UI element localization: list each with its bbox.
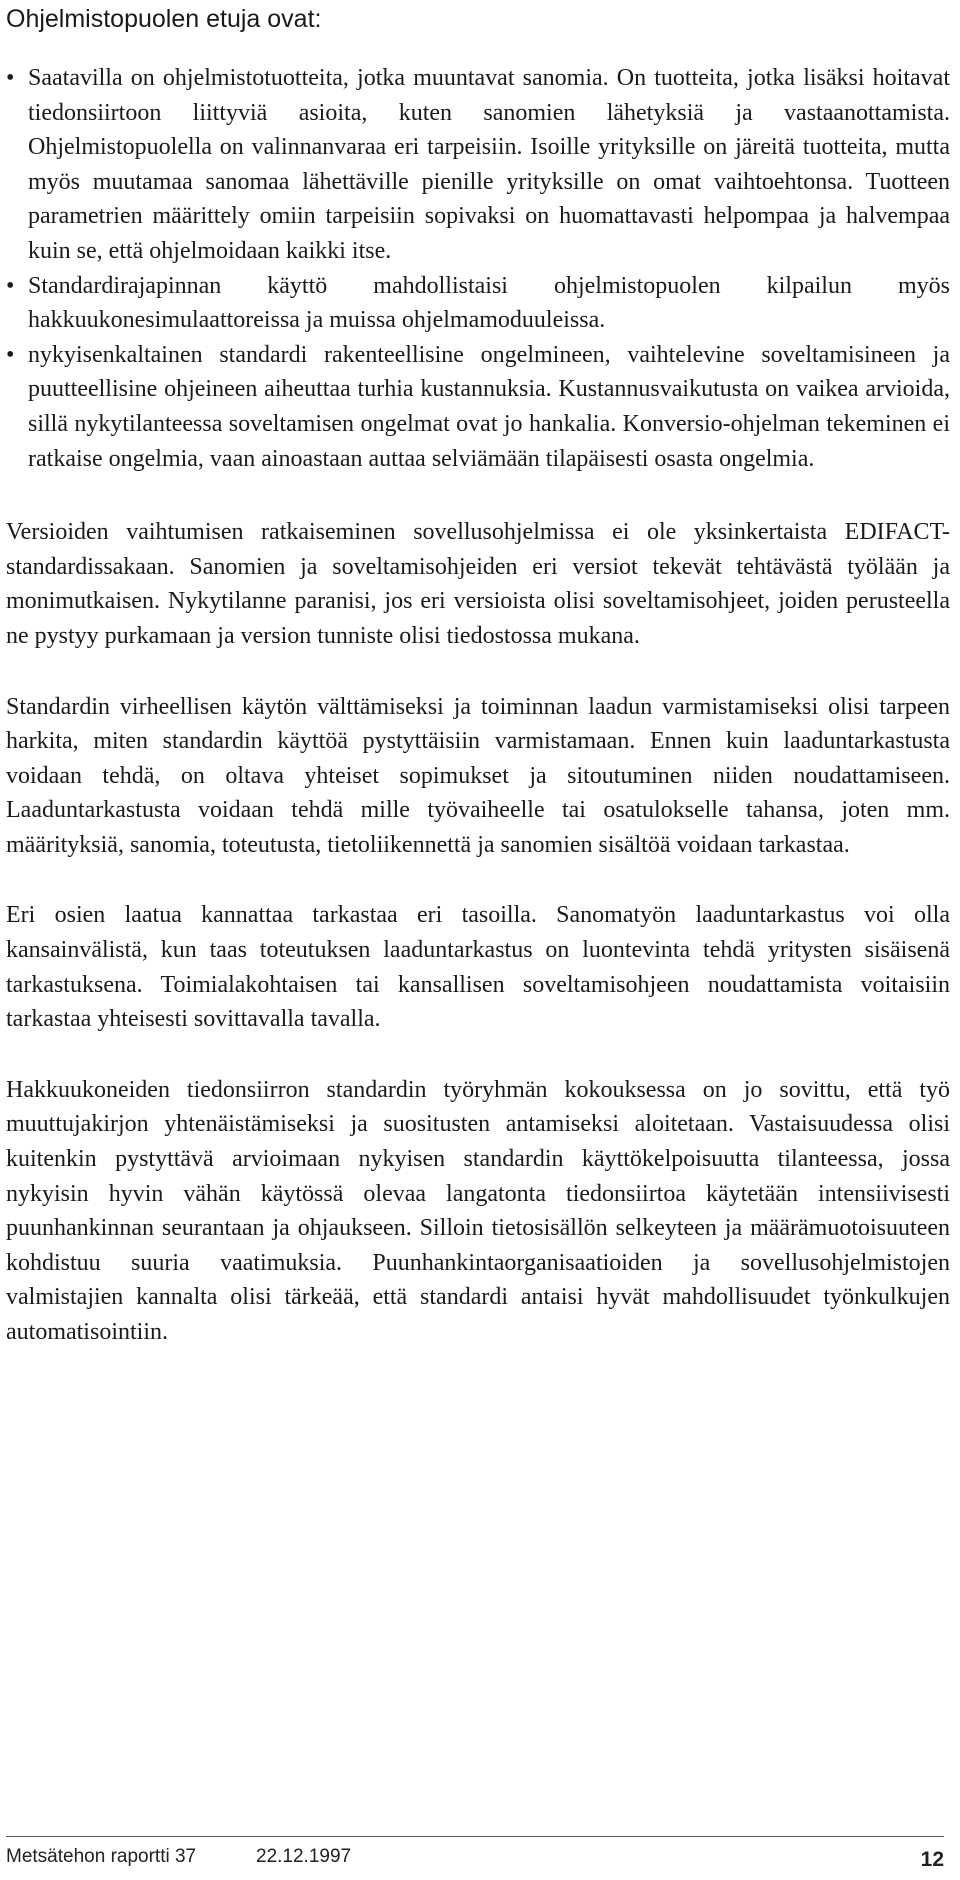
page-number: 12 (920, 1848, 944, 1871)
advantages-list (6, 61, 950, 476)
list-item-text: Standardirajapinnan käyttö mahdollistaisi ohjelmistopuolen kilpailun myös hakkuukonesimulaattoreissa ja muissa ohjelmamoduuleissa. (28, 272, 950, 334)
list-item (6, 338, 950, 476)
paragraph-quality-assurance: Standardin virheellisen käytön välttämiseksi ja toiminnan laadun varmistamiseksi olisi tarpeen harkita, miten standardin käyttöä pystyttäisiin varmistamaan. Ennen kuin laaduntarkastusta voidaan tehdä, on oltava yhteiset sopimukset ja sitoutuminen niiden noudattamiseen. Laaduntarkastusta voidaan tehdä mille työvaiheelle tai osatulokselle tahansa, joten mm. määrityksiä, sanomia, toteutusta, tietoliikennettä ja sanomien sisältöä voidaan tarkastaa. (6, 693, 950, 858)
list-item (6, 61, 950, 269)
list-item (6, 269, 950, 338)
footer-divider (6, 1836, 944, 1837)
list-item-text: nykyisenkaltainen standardi rakenteellisine ongelmineen, vaihtelevine soveltamisineen ja puutteellisine ohjeineen aiheuttaa turhia kustannuksia. Kustannusvaikutusta on vaikea arvioida, sillä nykytilanteessa soveltamisen ongelmat ovat jo hankalia. Konversio-ohjelman tekeminen ei ratkaise ongelmia, vaan ainoastaan auttaa selviämään tilapäisesti osasta ongelmia. (28, 341, 950, 472)
list-item-text: Saatavilla on ohjelmistotuotteita, jotka muuntavat sanomia. On tuotteita, jotka lisäksi hoitavat tiedonsiirtoon liittyviä asioita, kuten sanomien lähetyksiä ja vastaanottamista. Ohjelmistopuolella on valinnanvaraa eri tarpeisiin. Isoille yrityksille on järeitä tuotteita, mutta myös muutamaa sanomaa lähettäville pienille yrityksille on omat vaihtoehtonsa. Tuotteen parametrien määrittely omiin tarpeisiin sopivaksi on huomattavasti helpompaa ja halvempaa kuin se, että ohjelmoidaan kaikki itse. (28, 65, 950, 264)
section-heading: Ohjelmistopuolen etuja ovat: (6, 5, 322, 33)
page-footer (6, 1842, 944, 1872)
bullet-icon: • (6, 272, 15, 299)
paragraph-working-group: Hakkuukoneiden tiedonsiirron standardin työryhmän kokouksessa on jo sovittu, että työ muuttujakirjon yhtenäistämiseksi ja suositusten antamiseksi aloitetaan. Vastaisuudessa olisi kuitenkin pystyttävä arvioimaan nykyisen standardin käyttökelpoisuutta tilanteessa, jossa nykyisin hyvin vähän käytössä olevaa langatonta tiedonsiirtoa käytetään intensiivisesti puunhankinnan seurantaan ja ohjaukseen. Silloin tietosisällön selkeyteen ja määrämuotoisuuteen kohdistuu suuria vaatimuksia. Puunhankintaorganisaatioiden ja sovellusohjelmistojen valmistajien kannalta olisi tärkeää, että standardi antaisi hyvät mahdollisuudet työnkulkujen automatisointiin. (6, 1076, 950, 1345)
footer-report-title: Metsätehon raportti 37 (6, 1846, 197, 1867)
document-page (6, 0, 950, 1350)
paragraph-inspection-levels: Eri osien laatua kannattaa tarkastaa eri tasoilla. Sanomatyön laaduntarkastus voi olla kansainvälistä, kun taas toteutuksen laaduntarkastus on luontevinta tehdä yritysten sisäisenä tarkastuksena. Toimialakohtaisen tai kansallisen soveltamisohjeen noudattamista voitaisiin tarkastaa yhteisesti sovittavalla tavalla. (6, 902, 950, 1033)
bullet-icon: • (6, 65, 15, 91)
footer-date: 22.12.1997 (256, 1846, 352, 1867)
bullet-icon: • (6, 341, 15, 368)
paragraph-versions: Versioiden vaihtumisen ratkaiseminen sovellusohjelmissa ei ole yksinkertaista EDIFACT-standardissakaan. Sanomien ja soveltamisohjeiden eri versiot tekevät tehtävästä työlään ja monimutkaisen. Nykytilanne paranisi, jos eri versioista olisi soveltamisohjeet, joiden perusteella ne pystyy purkamaan ja version tunniste olisi tiedostossa mukana. (6, 519, 950, 649)
